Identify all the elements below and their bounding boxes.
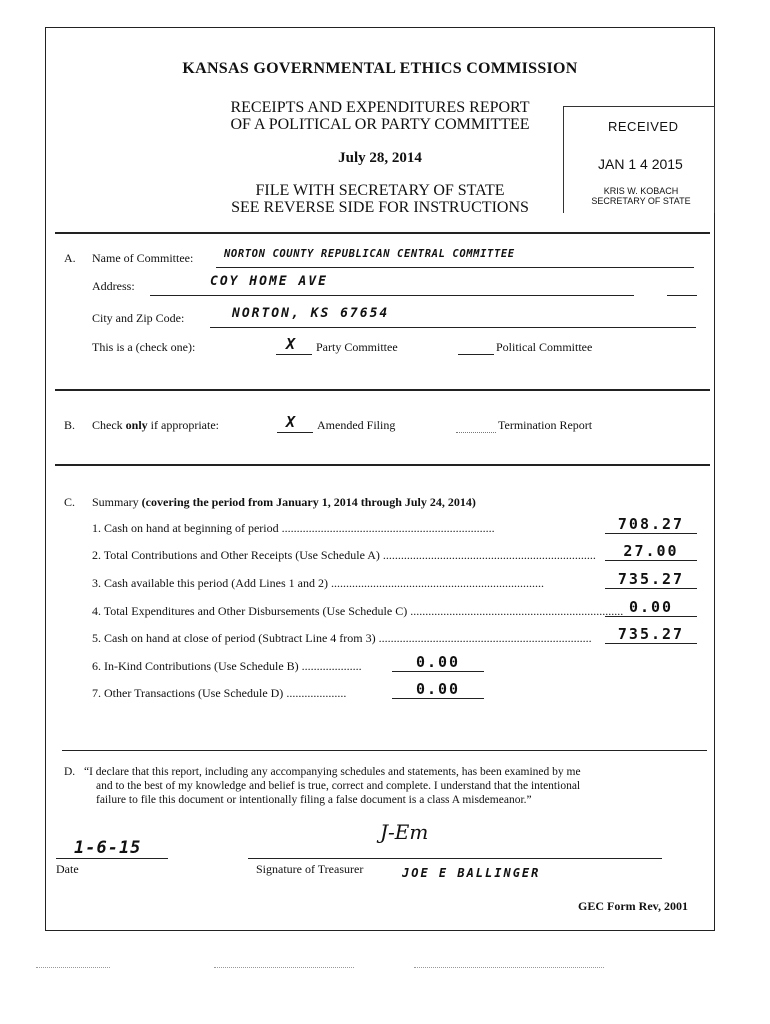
received-stamp [563, 106, 715, 216]
check-if-appropriate-label: Check only if appropriate: [92, 418, 219, 432]
committee-type-label: This is a (check one): [92, 340, 196, 354]
report-date: July 28, 2014 [338, 150, 422, 166]
divider [55, 232, 710, 234]
stamp-name-office [591, 186, 691, 206]
stamp-date: JAN 1 4 2015 [598, 156, 683, 172]
stamp-name: KRIS W. KOBACH [603, 186, 679, 196]
summary-line-1: 1. Cash on hand at beginning of period ....................................................................... [92, 521, 495, 535]
section-c-letter: C. [64, 495, 76, 509]
address-extra-field[interactable] [667, 279, 697, 296]
report-title-line2: OF A POLITICAL OR PARTY COMMITTEE [230, 116, 530, 133]
summary-line-5: 5. Cash on hand at close of period (Subtract Line 4 from 3) ....................................................................... [92, 631, 592, 645]
treasurer-name: JOE E BALLINGER [402, 866, 541, 880]
termination-report-checkbox[interactable] [456, 416, 496, 433]
summary-line-6-value[interactable]: 0.00 [392, 653, 484, 672]
commission-title: KANSAS GOVERNMENTAL ETHICS COMMISSION [182, 60, 578, 77]
political-committee-checkbox[interactable] [458, 338, 494, 355]
political-committee-label: Political Committee [496, 340, 593, 354]
summary-line-7-value[interactable]: 0.00 [392, 680, 484, 699]
summary-line-5-value[interactable]: 735.27 [605, 625, 697, 644]
summary-heading: Summary (covering the period from January 1, 2014 through July 24, 2014) [92, 495, 476, 509]
scan-artifact [214, 967, 354, 968]
address-value: COY HOME AVE [210, 274, 328, 289]
scan-artifact [414, 967, 604, 968]
summary-line-3-value[interactable]: 735.27 [605, 570, 697, 589]
summary-line-4: 4. Total Expenditures and Other Disbursements (Use Schedule C) ....................................................................... [92, 604, 624, 618]
stamp-office: SECRETARY OF STATE [591, 196, 691, 206]
declaration-line-1: “I declare that this report, including any accompanying schedules and statements, has been examined by me [84, 766, 581, 778]
report-title-line1: RECEIPTS AND EXPENDITURES REPORT [230, 99, 530, 116]
address-label: Address: [92, 279, 135, 293]
section-d-letter: D. [64, 766, 76, 778]
summary-line-4-value[interactable]: 0.00 [605, 598, 697, 617]
summary-line-1-value[interactable]: 708.27 [605, 515, 697, 534]
signature-label: Signature of Treasurer [256, 862, 364, 876]
file-instruction-line1: FILE WITH SECRETARY OF STATE [255, 182, 505, 199]
date-line[interactable] [56, 858, 168, 859]
summary-line-2: 2. Total Contributions and Other Receipts (Use Schedule A) ....................................................................... [92, 548, 596, 562]
committee-name-value: NORTON COUNTY REPUBLICAN CENTRAL COMMITTEE [224, 248, 515, 260]
committee-name-label: Name of Committee: [92, 251, 194, 265]
declaration-line-3: failure to file this document or intentionally filing a false document is a class A misdemeanor.” [96, 794, 532, 806]
summary-line-2-value[interactable]: 27.00 [605, 542, 697, 561]
section-a-letter: A. [64, 251, 76, 265]
party-committee-mark: X [286, 335, 298, 353]
party-committee-label: Party Committee [316, 340, 398, 354]
file-instruction-line2: SEE REVERSE SIDE FOR INSTRUCTIONS [231, 199, 529, 216]
summary-line-6: 6. In-Kind Contributions (Use Schedule B) .................... [92, 659, 362, 673]
stamp-received: RECEIVED [608, 119, 679, 134]
declaration-line-2: and to the best of my knowledge and belief is true, correct and complete. I understand that the intentional [96, 780, 581, 792]
amended-filing-mark: X [286, 413, 298, 431]
summary-line-3: 3. Cash available this period (Add Lines 1 and 2) ....................................................................... [92, 576, 544, 590]
divider [55, 389, 710, 391]
termination-report-label: Termination Report [498, 418, 593, 432]
scan-artifact [36, 967, 110, 968]
date-label: Date [56, 862, 79, 876]
section-b-letter: B. [64, 418, 76, 432]
signature-line[interactable] [248, 858, 662, 859]
form-revision: GEC Form Rev, 2001 [578, 899, 688, 913]
divider [55, 464, 710, 466]
divider [62, 750, 707, 751]
city-zip-label: City and Zip Code: [92, 311, 185, 325]
summary-line-7: 7. Other Transactions (Use Schedule D) .................... [92, 686, 347, 700]
treasurer-signature: J-Em [380, 820, 429, 844]
city-zip-value: NORTON, KS 67654 [232, 306, 390, 321]
date-value: 1-6-15 [74, 838, 142, 858]
amended-filing-label: Amended Filing [317, 418, 396, 432]
